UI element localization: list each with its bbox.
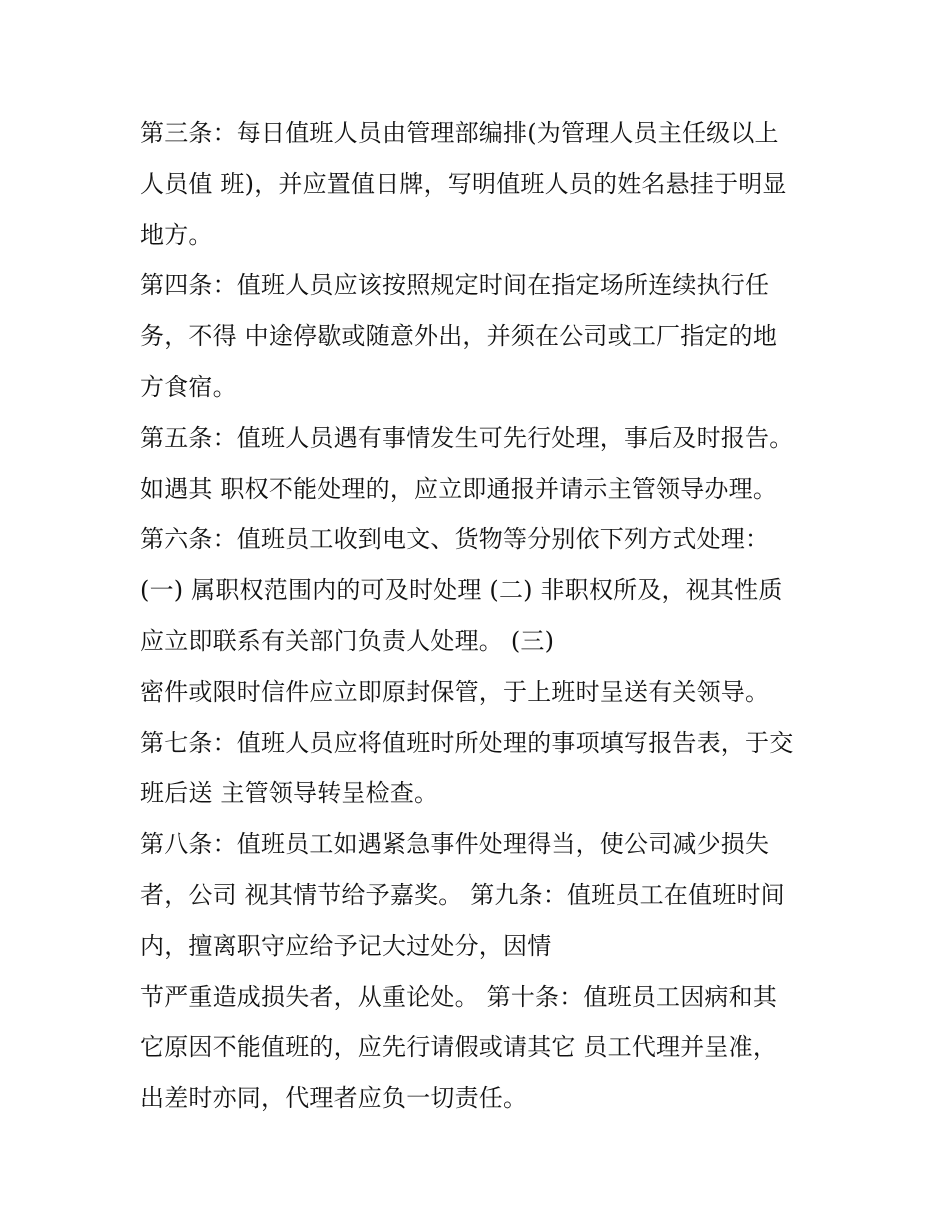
text-line: 第八条：值班员工如遇紧急事件处理得当，使公司减少损失	[140, 830, 770, 859]
text-line: 如遇其 职权不能处理的，应立即通报并请示主管领导办理。	[140, 474, 778, 503]
text-line: 者，公司 视其情节给予嘉奖。 第九条：值班员工在值班时间	[140, 880, 785, 909]
text-line: 方食宿。	[140, 372, 237, 401]
text-line: 第四条：值班人员应该按照规定时间在指定场所连续执行任	[140, 271, 770, 300]
text-line: (一) 属职权范围内的可及时处理 (二) 非职权所及，视其性质	[140, 576, 783, 605]
text-line: 应立即联系有关部门负责人处理。 (三)	[140, 626, 555, 655]
document-body	[140, 108, 830, 1124]
text-line: 第三条：每日值班人员由管理部编排(为管理人员主任级以上	[140, 119, 779, 147]
text-line: 节严重造成损失者，从重论处。 第十条：值班员工因病和其	[140, 982, 778, 1011]
text-line: 务，不得 中途停歇或随意外出，并须在公司或工厂指定的地	[140, 322, 778, 351]
text-line: 它原因不能值班的，应先行请假或请其它 员工代理并呈准，	[140, 1033, 778, 1062]
text-line: 密件或限时信件应立即原封保管，于上班时呈送有关领导。	[140, 677, 770, 706]
text-line: 班后送 主管领导转呈检查。	[140, 779, 439, 808]
text-line: 出差时亦同，代理者应负一切责任。	[140, 1084, 528, 1113]
text-line: 人员值 班)，并应置值日牌，写明值班人员的姓名悬挂于明显	[140, 169, 787, 198]
text-line: 第五条：值班人员遇有事情发生可先行处理，事后及时报告。	[140, 423, 794, 452]
text-line: 第七条：值班人员应将值班时所处理的事项填写报告表，于交	[140, 728, 794, 757]
text-line: 内，擅离职守应给予记大过处分，因情	[140, 931, 552, 960]
text-line: 地方。	[140, 220, 213, 249]
text-line: 第六条：值班员工收到电文、货物等分别依下列方式处理：	[140, 525, 770, 554]
